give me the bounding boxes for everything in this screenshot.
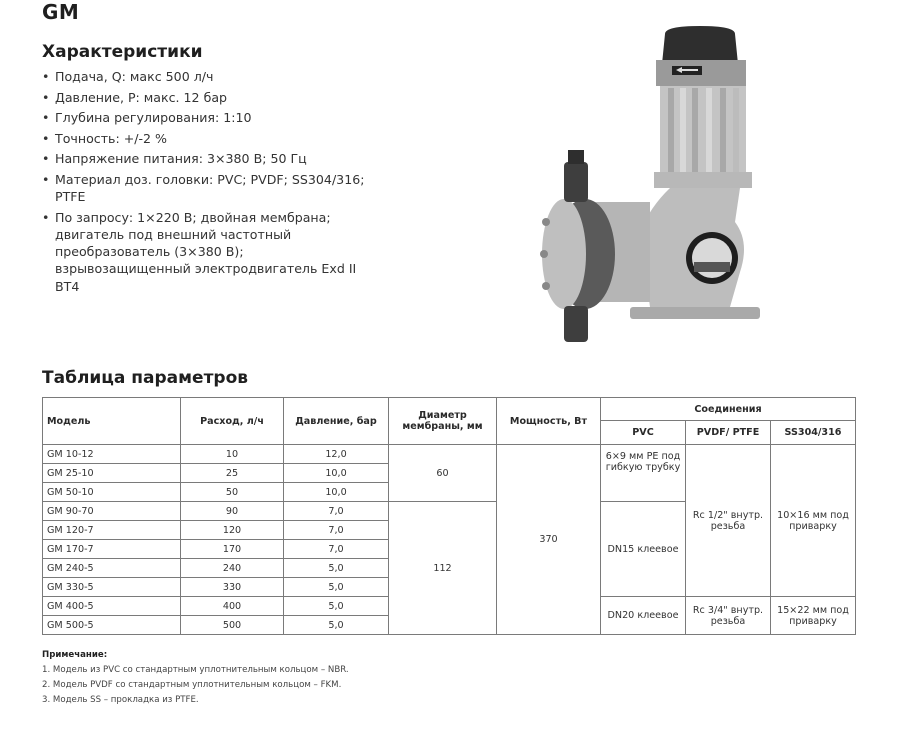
cell-diameter: 60 — [389, 445, 497, 502]
cell-pvdf: Rc 3/4" внутр. резьба — [686, 597, 771, 635]
spec-item: • По запросу: 1×220 В; двойная мембрана; двигатель под внешний частотный преобразователь (3×380 В); взрывозащищенный электродвигатель Exd II BT4 — [42, 209, 365, 295]
cell-model: GM 10-12 — [43, 445, 181, 464]
cell-model: GM 330-5 — [43, 578, 181, 597]
spec-item: • Давление, P: макс. 12 бар — [42, 89, 412, 106]
spec-item: • Материал доз. головки: PVC; PVDF; SS304/316; PTFE — [42, 171, 395, 205]
cell-pressure: 5,0 — [284, 616, 389, 635]
cell-diameter: 112 — [389, 502, 497, 635]
parameters-table — [42, 397, 856, 635]
header-connections: Соединения — [601, 398, 856, 421]
cell-power: 370 — [497, 445, 601, 635]
header-pvc: PVC — [601, 421, 686, 445]
cell-flow: 25 — [181, 464, 284, 483]
header-flow: Расход, л/ч — [181, 398, 284, 445]
cell-flow: 170 — [181, 540, 284, 559]
cell-pressure: 7,0 — [284, 502, 389, 521]
cell-flow: 240 — [181, 559, 284, 578]
header-ss: SS304/316 — [771, 421, 856, 445]
header-pressure: Давление, бар — [284, 398, 389, 445]
header-model: Модель — [43, 398, 181, 445]
cell-flow: 400 — [181, 597, 284, 616]
header-pvdf: PVDF/ PTFE — [686, 421, 771, 445]
cell-flow: 90 — [181, 502, 284, 521]
note-item: 1. Модель из PVC со стандартным уплотнительным кольцом – NBR. — [42, 665, 349, 675]
cell-flow: 50 — [181, 483, 284, 502]
header-diameter: Диаметр мембраны, мм — [389, 398, 497, 445]
cell-flow: 500 — [181, 616, 284, 635]
header-power: Мощность, Вт — [497, 398, 601, 445]
cell-model: GM 120-7 — [43, 521, 181, 540]
notes-title: Примечание: — [42, 650, 108, 660]
cell-pressure: 5,0 — [284, 597, 389, 616]
cell-pressure: 10,0 — [284, 464, 389, 483]
cell-flow: 330 — [181, 578, 284, 597]
specs-heading: Характеристики — [42, 42, 203, 62]
cell-model: GM 50-10 — [43, 483, 181, 502]
notes — [42, 648, 349, 708]
table-heading: Таблица параметров — [42, 368, 249, 388]
cell-pressure: 7,0 — [284, 521, 389, 540]
cell-pressure: 5,0 — [284, 578, 389, 597]
cell-pressure: 5,0 — [284, 559, 389, 578]
page-title: GM — [42, 0, 80, 24]
cell-ss: 15×22 мм под приварку — [771, 597, 856, 635]
cell-flow: 120 — [181, 521, 284, 540]
cell-pressure: 7,0 — [284, 540, 389, 559]
note-item: 2. Модель PVDF со стандартным уплотнительным кольцом – FKM. — [42, 680, 342, 690]
cell-model: GM 240-5 — [43, 559, 181, 578]
specs-list — [42, 68, 412, 298]
spec-item: • Точность: +/-2 % — [42, 130, 412, 147]
table-row — [43, 445, 856, 464]
cell-pvc: DN20 клеевое — [601, 597, 686, 635]
cell-pressure: 12,0 — [284, 445, 389, 464]
cell-pressure: 10,0 — [284, 483, 389, 502]
cell-model: GM 170-7 — [43, 540, 181, 559]
cell-pvc: DN15 клеевое — [601, 502, 686, 597]
cell-pvc: 6×9 мм PE под гибкую трубку — [601, 445, 686, 502]
spec-item: • Напряжение питания: 3×380 В; 50 Гц — [42, 150, 412, 167]
pump-image — [530, 22, 780, 352]
spec-item: • Глубина регулирования: 1:10 — [42, 109, 412, 126]
spec-item: • Подача, Q: макс 500 л/ч — [42, 68, 412, 85]
cell-model: GM 500-5 — [43, 616, 181, 635]
note-item: 3. Модель SS – прокладка из PTFE. — [42, 695, 199, 705]
cell-model: GM 25-10 — [43, 464, 181, 483]
cell-flow: 10 — [181, 445, 284, 464]
cell-model: GM 90-70 — [43, 502, 181, 521]
cell-model: GM 400-5 — [43, 597, 181, 616]
cell-ss: 10×16 мм под приварку — [771, 445, 856, 597]
cell-pvdf: Rc 1/2" внутр. резьба — [686, 445, 771, 597]
